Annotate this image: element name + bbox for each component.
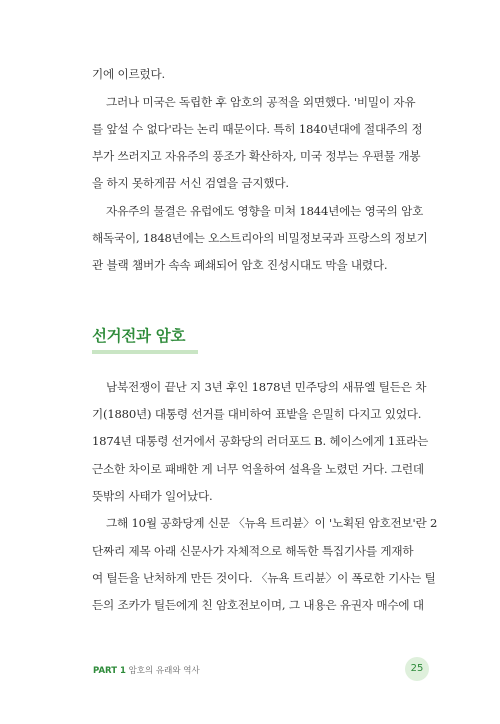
text-line: 부가 쓰러지고 자유주의 풍조가 확산하자, 미국 정부는 우편물 개봉: [92, 149, 421, 163]
text-line: 든의 조카가 틸든에게 친 암호전보이며, 그 내용은 유권자 매수에 대: [92, 598, 424, 612]
text-line: 뜻밖의 사태가 일어났다.: [92, 489, 213, 503]
text-line: 기(1880년) 대통령 선거를 대비하여 표밭을 은밀히 다지고 있었다.: [92, 407, 422, 421]
section-title-underline: [92, 350, 198, 354]
text-line: 단짜리 제목 아래 신문사가 자체적으로 해독한 특집기사를 게재하: [92, 544, 414, 558]
text-line: 그러나 미국은 독립한 후 암호의 공적을 외면했다. '비밀이 자유: [106, 95, 416, 109]
text-line: 를 앞설 수 없다'라는 논리 때문이다. 특히 1840년대에 절대주의 정: [92, 122, 423, 136]
text-line: 해독국이, 1848년에는 오스트리아의 비밀정보국과 프랑스의 정보기: [92, 231, 428, 245]
text-line: 그해 10월 공화당계 신문 〈뉴욕 트리뷴〉이 '노획된 암호전보'란 2: [106, 516, 438, 530]
text-line: 을 하지 못하게끔 서신 검열을 금지했다.: [92, 176, 289, 190]
footer-part-label: PART 1: [93, 666, 126, 676]
footer-chapter-title: 암호의 유래와 역사: [128, 666, 200, 676]
section-title: 선거전과 암호: [92, 327, 186, 345]
text-line: 남북전쟁이 끝난 지 3년 후인 1878년 민주당의 새뮤엘 틸든은 차: [106, 380, 427, 394]
running-footer: [93, 664, 200, 676]
text-line: 여 틸든을 난처하게 만든 것이다. 〈뉴욕 트리뷴〉이 폭로한 기사는 틸: [92, 571, 436, 585]
page-number: 25: [405, 657, 429, 681]
text-line: 관 블랙 챔버가 속속 폐쇄되어 암호 진성시대도 막을 내렸다.: [92, 258, 388, 272]
text-line: 1874년 대통령 선거에서 공화당의 러더포드 B. 헤이스에게 1표라는: [92, 434, 429, 448]
text-line: 자유주의 물결은 유럽에도 영향을 미쳐 1844년에는 영국의 암호: [106, 204, 424, 218]
text-line: 근소한 차이로 패배한 게 너무 억울하여 설욕을 노렸던 거다. 그런데: [92, 462, 424, 476]
text-line: 기에 이르렀다.: [92, 67, 165, 81]
